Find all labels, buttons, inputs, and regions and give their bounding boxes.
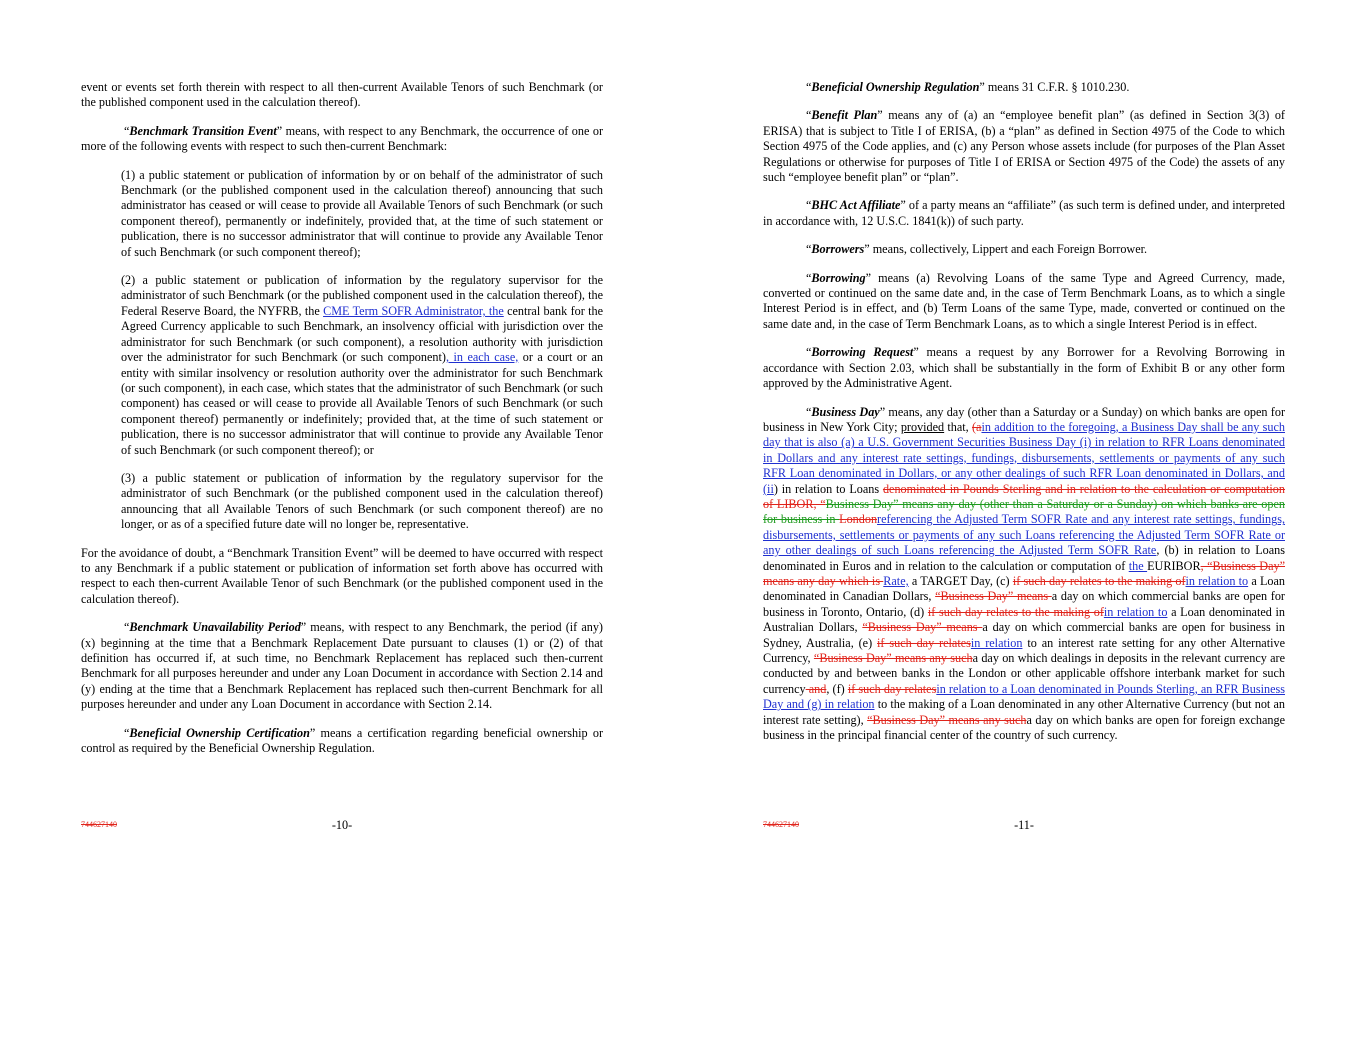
definition-text: ” means, collectively, Lippert and each Foreign Borrower. (864, 242, 1148, 257)
deletion: denominated in Pounds Sterling and in relation to the calculation or computation of LIBOR, “ (763, 481, 1285, 511)
defined-term: BHC Act Affiliate (811, 198, 901, 213)
insertion: the (1128, 558, 1148, 573)
insertion: CME Term SOFR Administrator, the (323, 303, 504, 318)
deletion: “Business Day” means any such (867, 712, 1027, 727)
page-number: -10- (331, 818, 353, 832)
definition-text: a day on which banks are open for foreign exchange business in the principal financial center of the country of such currency. (763, 712, 1285, 743)
clause-3: (3) a public statement or publication of information by the regulatory supervisor for the administrator of such Benchmark (or the published component used in the calculation thereof) announcing that all Available Tenors of such Benchmark (or such component thereof) are no longer, or as of a specified future date will no longer be, representative. (121, 470, 603, 532)
open-quote: “ (806, 198, 812, 213)
definition-text: ” means, any day (other than a Saturday or a Sunday) on which banks are open for business in New York City; (763, 404, 1286, 434)
defined-term: Business Day (811, 404, 880, 419)
definition-benefit-plan (763, 108, 1285, 185)
moved-deletion: Business Day” means any day (other than a Saturday or a Sunday) on which banks are open for business in (763, 496, 1285, 527)
definition-text: that, (944, 419, 972, 434)
defined-term: Borrowing (811, 270, 866, 285)
deletion: if such day relates (847, 681, 937, 696)
definition-text: a day on which commercial banks are open for business in Sydney, Australia, (e) (763, 620, 1285, 650)
definition-text: to an interest rate setting for any other Alternative Currency, (763, 635, 1285, 665)
definition-borrowing-request (763, 345, 1285, 391)
insertion: in relation (970, 635, 1023, 650)
defined-term: Borrowers (811, 242, 865, 257)
definition-text: ” means (a) Revolving Loans of the same Type and Agreed Currency, made, converted or continued on the same date and, in the case of Term Benchmark Loans, as to which a single Interest Period is in effect, and (b) Term Loans of the same Type, made, converted or continued on the same date and, in the case of Term Benchmark Loans, as to which a single Interest Period is in effect. (763, 270, 1285, 331)
definition-text: , (f) (826, 681, 848, 696)
definition-text: ” means, with respect to any Benchmark, the occurrence of one or more of the following events with respect to such then-current Benchmark: (81, 123, 603, 154)
definition-text: ) in relation to Loans (773, 481, 883, 496)
definition-text: a Loan denominated in Australian Dollars, (763, 604, 1285, 635)
clause-1: (1) a public statement or publication of information by or on behalf of the administrator of such Benchmark (or the published component used in the calculation thereof) announcing that such administrator has ceased or will cease to provide all Available Tenors of such Benchmark (or such component thereof), permanently or indefinitely, provided that, at the time of such statement or publication, there is no successor administrator that will continue to provide any Available Tenor of such Benchmark (or such component thereof); (121, 167, 603, 259)
definition-text: a day on which commercial banks are open for business in Toronto, Ontario, (d) (763, 589, 1285, 619)
paragraph-continuation: event or events set forth therein with respect to all then-current Available Tenors of such Benchmark (or the published component used in the calculation thereof). (81, 80, 603, 110)
definition-beneficial-ownership-regulation (763, 80, 1285, 95)
deletion: “Business Day” means (862, 620, 983, 635)
definition-benchmark-unavailability-period (81, 620, 603, 712)
left-page-footer (81, 818, 603, 838)
deletion: “Business Day” means any such (813, 651, 973, 665)
deletion: and (805, 681, 827, 696)
open-quote: “ (806, 404, 812, 419)
insertion: Rate, (883, 573, 909, 588)
open-quote: “ (124, 123, 130, 138)
open-quote: “ (806, 108, 812, 123)
defined-term: Benefit Plan (811, 108, 878, 123)
definition-text: a Loan denominated in Canadian Dollars, (763, 573, 1285, 604)
open-quote: “ (806, 270, 812, 285)
deletion: “Business Day” means (935, 589, 1052, 604)
page-number: -11- (1014, 818, 1034, 832)
open-quote: “ (806, 80, 812, 94)
underlined-text: provided (900, 419, 945, 434)
clause-text: or a court or an entity with similar insolvency or resolution authority over the administrator for such Benchmark (or such component), in each case, which states that the administrator of such Benchmark (or such component) has ceased or will cease to provide all Available Tenors of such Benchmark (or such component thereof) permanently or indefinitely; provided that, at the time of such statement or publication, there is no successor administrator that will continue to provide any Available Tenor of such Benchmark (or such component thereof); or (121, 350, 603, 457)
deletion: if such day relates to the making of (927, 604, 1104, 619)
definition-text: ” means 31 C.F.R. § 1010.230. (979, 80, 1130, 94)
defined-term: Benchmark Unavailability Period (129, 620, 301, 635)
definition-borrowing (763, 271, 1285, 333)
left-page (81, 80, 603, 769)
insertion: , in each case, (445, 350, 519, 365)
definition-beneficial-ownership-certification (81, 726, 603, 757)
insertion: in relation to (1185, 573, 1249, 588)
clause-text: (2) a public statement or publication of information by the regulatory supervisor for the administrator of such Benchmark (or the published component used in the calculation thereof), the Federal Reserve Board, the NYFRB, the (121, 273, 603, 318)
right-page-footer (763, 818, 1285, 838)
right-page (763, 80, 1285, 756)
definition-text: ” of a party means an “affiliate” (as such term is defined under, and interpreted in accordance with, 12 U.S.C. 1841(k)) of such party. (763, 198, 1285, 228)
definition-text: a TARGET Day, (c) (908, 573, 1013, 588)
definition-text: ” means any of (a) an “employee benefit plan” (as defined in Section 3(3) of ERISA) that is subject to Title I of ERISA, (b) a “plan” as defined in Section 4975 of the Code to which Section 4975 of the Code applies, and (c) any Person whose assets include (for purposes of the Plan Asset Regulations or otherwise for purposes of Title I of ERISA or Section 4975 of the Code) the assets of any such “employee benefit plan” or “plan”. (763, 108, 1285, 185)
definition-text: ” means a certification regarding beneficial ownership or control as required by the Beneficial Ownership Regulation. (81, 725, 604, 756)
open-quote: “ (124, 620, 130, 635)
defined-term: Benchmark Transition Event (129, 123, 277, 138)
definition-borrowers (763, 242, 1285, 257)
definition-text: to the making of a Loan denominated in any other Alternative Currency (but not an interest rate setting), (763, 697, 1285, 727)
clause-2 (121, 273, 603, 458)
definition-business-day (763, 405, 1285, 744)
defined-term: Borrowing Request (811, 345, 914, 360)
insertion: in relation to (1103, 604, 1168, 619)
definition-bhc-act-affiliate (763, 198, 1285, 229)
open-quote: “ (806, 345, 812, 360)
avoidance-of-doubt-paragraph: For the avoidance of doubt, a “Benchmark Transition Event” will be deemed to have occurred with respect to any Benchmark if a public statement or publication of information set forth above has occurred with respect to each then-current Available Tenor of such Benchmark (or the published component used in the calculation thereof). (81, 545, 603, 606)
defined-term: Beneficial Ownership Certification (129, 725, 310, 740)
definition-text: ” means, with respect to any Benchmark, the period (if any) (x) beginning at the time that a Benchmark Replacement Date pursuant to clauses (1) or (2) of that definition has occurred if, at such time, no Benchmark Replacement has replaced such then-current Benchmark for all purposes hereunder and under any Loan Document in accordance with Section 2.14 and (y) ending at the time that a Benchmark Replacement has replaced such then-current Benchmark for all purposes hereunder and under any Loan Document in accordance with Section 2.14. (81, 620, 603, 712)
deletion: (a (972, 419, 982, 434)
deletion: if such day relates (877, 635, 971, 650)
definition-text: EURIBOR (1147, 558, 1201, 573)
insertion: referencing the Adjusted Term SOFR Rate and any interest rate settings, fundings, disbursements, settlements or payments of any such Loans referencing the Adjusted Term SOFR Rate or any other dealings of such Loans referencing the Adjusted Term SOFR Rate (763, 512, 1285, 558)
definition-text: a day on which dealings in deposits in the relevant currency are conducted by and between banks in the London or other applicable offshore interbank market for such currency (763, 651, 1285, 696)
defined-term: Beneficial Ownership Regulation (811, 80, 980, 94)
insertion: in relation to a Loan denominated in Pounds Sterling, an RFR Business Day and (g) in relation (763, 681, 1285, 712)
definition-benchmark-transition-event (81, 124, 603, 155)
definition-text: , (b) in relation to Loans denominated in Euros and in relation to the calculation or computation of (763, 543, 1286, 573)
document-id: 744627140 (81, 820, 117, 829)
deletion: London (839, 512, 878, 527)
open-quote: “ (124, 725, 130, 740)
deletion: if such day relates to the making of (1012, 573, 1186, 588)
clause-text: central bank for the Agreed Currency applicable to such Benchmark, an insolvency official with jurisdiction over the administrator for such Benchmark (or such component), a resolution authority with jurisdiction over the administrator for such Benchmark (or such component) (121, 303, 604, 365)
deletion: , “Business Day” means any day which is (763, 558, 1286, 588)
open-quote: “ (806, 242, 812, 257)
document-id: 744627140 (763, 820, 799, 829)
insertion: in addition to the foregoing, a Business Day shall be any such day that is also (a) a U.S. Government Securities Business Day (i) in relation to RFR Loans denominated in Dollars and any interest rate settings, fundings, disbursements, settlements or payments of any such RFR Loan denominated in Dollars, or any other dealings of such RFR Loan denominated in Dollars, and (ii (763, 419, 1285, 496)
definition-text: ” means a request by any Borrower for a Revolving Borrowing in accordance with Section 2.03, which shall be substantially in the form of Exhibit B or any other form approved by the Administrative Agent. (763, 345, 1286, 391)
